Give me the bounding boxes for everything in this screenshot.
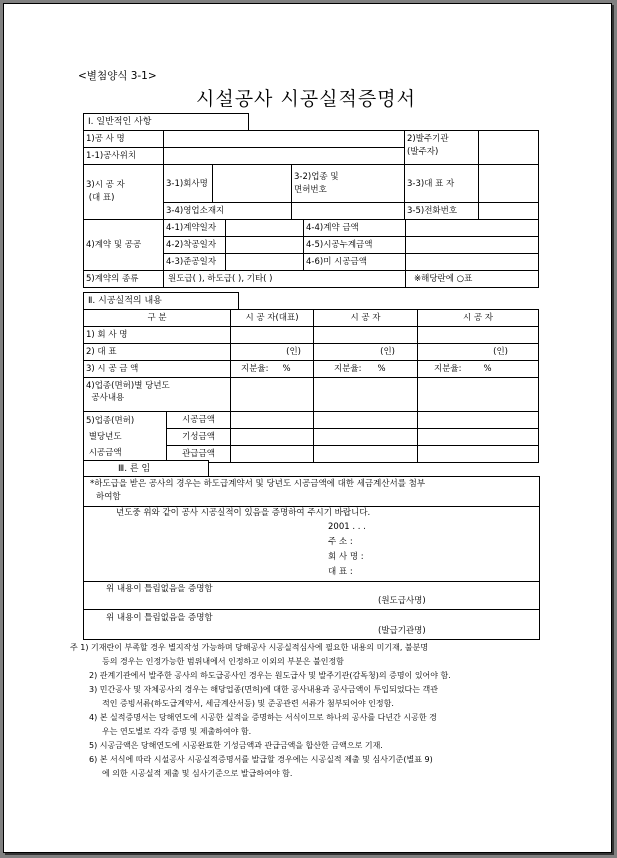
share-cell-3[interactable]: 지분율: %: [418, 361, 539, 378]
section2-header: Ⅱ. 시공실적의 내용: [83, 292, 239, 309]
certification-2-signer[interactable]: (발급기관명): [378, 626, 426, 636]
note-line: 2) 관계기관에서 발주한 공사의 하도급공사인 경우는 원도급사 및 발주기관(감독청)의 증명이 있어야 함.: [89, 671, 451, 680]
col-contractor-header-1: 시 공 자: [314, 310, 418, 327]
seal-cell-1[interactable]: (인): [231, 344, 314, 361]
page-title: 시설공사 시공실적증명서: [196, 88, 416, 110]
col-contractor-header-2: 시 공 자: [418, 310, 539, 327]
form-page: [3, 3, 612, 853]
seal-cell-3[interactable]: (인): [418, 344, 539, 361]
cumulative-amount-value[interactable]: [406, 237, 539, 254]
work-cell-2[interactable]: [314, 378, 418, 412]
contractor-table: [83, 164, 539, 220]
seal-cell-2[interactable]: (인): [314, 344, 418, 361]
company-cell-2[interactable]: [314, 327, 418, 344]
performance-table: [83, 309, 539, 463]
note-line: 적인 증빙서류(하도급계약서, 세금계산서등) 및 준공관련 서류가 첨부되어야 인정함.: [102, 699, 394, 708]
section3-header: Ⅲ. 른 임: [83, 460, 209, 477]
general-info-table: [83, 130, 539, 165]
phone-value[interactable]: [479, 203, 539, 220]
work-cell-3[interactable]: [418, 378, 539, 412]
prev-cell-1[interactable]: [231, 429, 314, 446]
project-name-label: 1)공 사 명: [84, 131, 164, 148]
row-year-label: 5)업종(면허) 별당년도 시공금액: [84, 412, 167, 463]
contract-date-value[interactable]: [226, 220, 304, 237]
divider: [83, 609, 539, 610]
note-line: 우는 연도별로 각각 증명 및 제출하여야 함.: [102, 727, 252, 736]
representative-label: 3-3)대 표 자: [405, 165, 479, 203]
company-cell-3[interactable]: [418, 327, 539, 344]
certification-2: 위 내용이 틀림없음을 증명함: [106, 613, 213, 623]
start-date-label: 4-2)착공일자: [164, 237, 226, 254]
share-cell-2[interactable]: 지분율: %: [314, 361, 418, 378]
total-cell-2[interactable]: [314, 412, 418, 429]
phone-label: 3-5)전화번호: [405, 203, 479, 220]
unfinished-amount-value[interactable]: [406, 254, 539, 271]
col-category-header: 구 분: [84, 310, 231, 327]
work-cell-1[interactable]: [231, 378, 314, 412]
client-value[interactable]: [479, 131, 539, 165]
note-line: 에 의한 시공실적 제출 및 심사기준으로 발급하여야 함.: [102, 769, 293, 778]
note-line: 5) 시공금액은 당해연도에 시공완료한 기성금액과 관급금액을 합산한 금액으로 기재.: [89, 741, 383, 750]
company-name-value[interactable]: [213, 165, 292, 203]
prev-cell-2[interactable]: [314, 429, 418, 446]
prev-cell-3[interactable]: [418, 429, 539, 446]
row-rep-label: 2) 대 표: [84, 344, 231, 361]
client-label: 2)발주기관 (발주자): [405, 131, 479, 165]
row-amount-label: 3) 시 공 금 액: [84, 361, 231, 378]
row-company-label: 1) 회 사 명: [84, 327, 231, 344]
divider: [83, 581, 539, 582]
note-line: 주 1) 기재란이 부족할 경우 별지작성 가능하며 당해공사 시공실적심사에 필요한 내용의 미기재, 불분명: [70, 643, 429, 652]
done-cell-1[interactable]: [231, 446, 314, 463]
contract-type-note: ※해당란에 ○표: [406, 271, 539, 288]
project-location-value[interactable]: [164, 148, 405, 165]
representative-value[interactable]: [479, 165, 539, 203]
project-location-label: 1-1)공사위치: [84, 148, 164, 165]
applicant-address[interactable]: 주 소 :: [328, 537, 353, 547]
contract-table: [83, 219, 539, 288]
note-line: 6) 본 서식에 따라 시설공사 시공실적증명서를 발급할 경우에는 시공실적 제출 및 심사기준(별표 9): [89, 755, 433, 764]
form-label: <별첨양식 3-1>: [78, 70, 157, 82]
company-name-label: 3-1)회사명: [164, 165, 213, 203]
share-cell-1[interactable]: 지분율: %: [231, 361, 314, 378]
section1-header: Ⅰ. 일반적인 사항: [83, 113, 249, 130]
col-contractor-rep-header: 시 공 자(대표): [231, 310, 314, 327]
contract-amount-label: 4-4)계약 금액: [304, 220, 406, 237]
done-cell-2[interactable]: [314, 446, 418, 463]
company-cell-1[interactable]: [231, 327, 314, 344]
issue-date[interactable]: 2001 . . .: [328, 522, 366, 532]
applicant-representative[interactable]: 대 표 :: [328, 567, 353, 577]
contract-type-options[interactable]: 원도급( ), 하도급( ), 기타( ): [164, 271, 406, 288]
sub-total-label: 시공금액: [167, 412, 231, 429]
license-label: 3-2)업종 및 면허번호: [292, 165, 405, 203]
total-cell-3[interactable]: [418, 412, 539, 429]
completion-date-value[interactable]: [226, 254, 304, 271]
contract-label: 4)계약 및 공공: [84, 220, 164, 271]
applicant-company[interactable]: 회 사 명 :: [328, 552, 364, 562]
unfinished-amount-label: 4-6)미 시공금액: [304, 254, 406, 271]
subcontract-note-1: *하도급을 받은 공사의 경우는 하도급계약서 및 당년도 시공금액에 대한 세금계산서를 첨부: [90, 479, 426, 489]
divider: [83, 506, 539, 507]
request-text: 년도중 위와 같이 공사 시공실적이 있음을 증명하여 주시기 바랍니다.: [116, 508, 371, 518]
note-line: 등의 경우는 인정가능한 범위내에서 인정하고 이외의 부분은 불인정함: [102, 657, 344, 666]
project-name-value[interactable]: [164, 131, 405, 148]
contractor-label: 3)시 공 자 (대 표): [84, 165, 164, 220]
certification-1-signer[interactable]: (원도급사명): [378, 596, 426, 606]
certification-1: 위 내용이 틀림없음을 증명함: [106, 584, 213, 594]
contract-amount-value[interactable]: [406, 220, 539, 237]
contract-type-label: 5)계약의 종류: [84, 271, 164, 288]
total-cell-1[interactable]: [231, 412, 314, 429]
completion-date-label: 4-3)준공일자: [164, 254, 226, 271]
done-cell-3[interactable]: [418, 446, 539, 463]
office-location-label: 3-4)영업소재지: [164, 203, 292, 220]
office-location-value[interactable]: [292, 203, 405, 220]
note-line: 3) 민간공사 및 자체공사의 경우는 해당업종(면허)에 대한 공사내용과 공사금액이 투입되었다는 객관: [89, 685, 438, 694]
contract-date-label: 4-1)계약일자: [164, 220, 226, 237]
note-line: 4) 본 실적증명서는 당해연도에 시공한 실적을 증명하는 서식이므로 하나의 공사를 다년간 시공한 경: [89, 713, 437, 722]
cumulative-amount-label: 4-5)시공누계금액: [304, 237, 406, 254]
row-work-label: 4)업종(면허)별 당년도 공사내용: [84, 378, 231, 412]
sub-prev-label: 기성금액: [167, 429, 231, 446]
start-date-value[interactable]: [226, 237, 304, 254]
subcontract-note-2: 하여함: [96, 492, 121, 502]
sub-done-label: 관급금액: [167, 446, 231, 463]
